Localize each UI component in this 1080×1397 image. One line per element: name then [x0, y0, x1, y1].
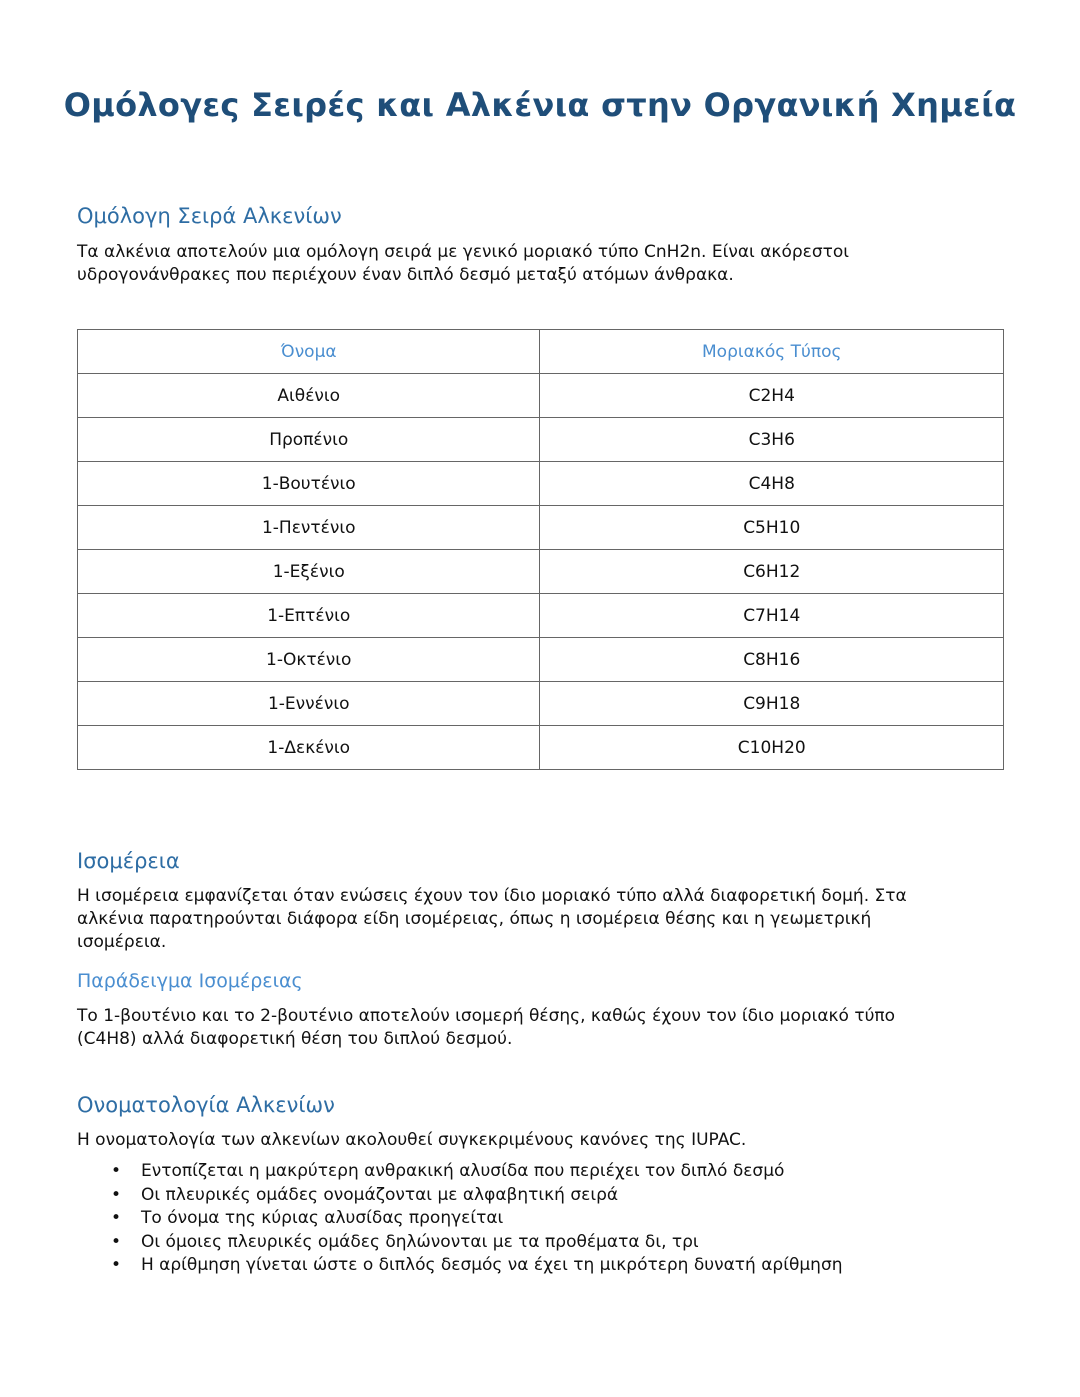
molecular-formula-cell: C9H18 — [540, 682, 1004, 726]
alkene-name-cell: Προπένιο — [78, 418, 540, 462]
subheading-isomerism-example: Παράδειγμα Ισομέρειας — [77, 970, 303, 992]
paragraph-line: ισομέρεια. — [77, 932, 167, 952]
molecular-formula-cell: C7H14 — [540, 594, 1004, 638]
homologous-series-paragraph — [77, 241, 997, 287]
list-item — [77, 1160, 843, 1184]
nomenclature-rules-list — [77, 1160, 843, 1278]
paragraph-line: υδρογονάνθρακες που περιέχουν έναν διπλό δεσμό μεταξύ ατόμων άνθρακα. — [77, 265, 734, 285]
table-row — [78, 462, 1004, 506]
isomerism-paragraph — [77, 885, 997, 954]
table-row — [78, 550, 1004, 594]
alkenes-table — [77, 329, 1004, 770]
paragraph-line: Το 1-βουτένιο και το 2-βουτένιο αποτελούν ισομερή θέσης, καθώς έχουν τον ίδιο μοριακό τύπο — [77, 1006, 896, 1026]
molecular-formula-cell: C10H20 — [540, 726, 1004, 770]
alkene-name-cell: 1-Εξένιο — [78, 550, 540, 594]
table-row — [78, 506, 1004, 550]
isomerism-example-paragraph — [77, 1005, 997, 1051]
list-item-text: Οι πλευρικές ομάδες ονομάζονται με αλφαβητική σειρά — [141, 1184, 619, 1205]
alkene-name-cell: 1-Πεντένιο — [78, 506, 540, 550]
nomenclature-intro: Η ονοματολογία των αλκενίων ακολουθεί συγκεκριμένους κανόνες της IUPAC. — [77, 1130, 747, 1150]
bullet-icon: • — [111, 1208, 122, 1228]
molecular-formula-cell: C6H12 — [540, 550, 1004, 594]
list-item-text: Το όνομα της κύριας αλυσίδας προηγείται — [141, 1208, 504, 1228]
bullet-icon: • — [111, 1161, 122, 1181]
paragraph-line: αλκένια παρατηρούνται διάφορα είδη ισομέρειας, όπως η ισομέρεια θέσης και η γεωμετρική — [77, 909, 872, 929]
table-row — [78, 682, 1004, 726]
table-header-row — [78, 330, 1004, 374]
table-row — [78, 418, 1004, 462]
table-row — [78, 726, 1004, 770]
molecular-formula-cell: C5H10 — [540, 506, 1004, 550]
list-item-text: Η αρίθμηση γίνεται ώστε ο διπλός δεσμός να έχει τη μικρότερη δυνατή αρίθμηση — [141, 1255, 843, 1275]
paragraph-line: Η ισομέρεια εμφανίζεται όταν ενώσεις έχουν τον ίδιο μοριακό τύπο αλλά διαφορετική δομή. Στα — [77, 886, 907, 906]
alkene-name-cell: 1-Επτένιο — [78, 594, 540, 638]
section-heading-homologous-series: Ομόλογη Σειρά Αλκενίων — [77, 204, 342, 228]
list-item — [77, 1207, 843, 1231]
paragraph-line: Τα αλκένια αποτελούν μια ομόλογη σειρά με γενικό μοριακό τύπο CnH2n. Είναι ακόρεστοι — [77, 242, 849, 262]
column-header-formula: Μοριακός Τύπος — [540, 330, 1004, 374]
list-item-text: Οι όμοιες πλευρικές ομάδες δηλώνονται με τα προθέματα δι, τρι — [141, 1231, 699, 1252]
section-heading-isomerism: Ισομέρεια — [77, 849, 180, 873]
bullet-icon: • — [111, 1231, 122, 1252]
table-row — [78, 638, 1004, 682]
alkene-name-cell: Αιθένιο — [78, 374, 540, 418]
molecular-formula-cell: C2H4 — [540, 374, 1004, 418]
molecular-formula-cell: C3H6 — [540, 418, 1004, 462]
paragraph-line: (C4H8) αλλά διαφορετική θέση του διπλού δεσμού. — [77, 1029, 513, 1049]
list-item — [77, 1231, 843, 1255]
alkene-name-cell: 1-Βουτένιο — [78, 462, 540, 506]
section-heading-nomenclature: Ονοματολογία Αλκενίων — [77, 1093, 335, 1117]
column-header-name: Όνομα — [78, 330, 540, 374]
bullet-icon: • — [111, 1255, 122, 1275]
list-item-text: Εντοπίζεται η μακρύτερη ανθρακική αλυσίδα που περιέχει τον διπλό δεσμό — [141, 1161, 785, 1181]
molecular-formula-cell: C8H16 — [540, 638, 1004, 682]
table-row — [78, 374, 1004, 418]
page-title: Ομόλογες Σειρές και Αλκένια στην Οργανική Χημεία — [63, 86, 1017, 124]
table-row — [78, 594, 1004, 638]
bullet-icon: • — [111, 1184, 122, 1205]
list-item — [77, 1184, 843, 1208]
molecular-formula-cell: C4H8 — [540, 462, 1004, 506]
alkene-name-cell: 1-Οκτένιο — [78, 638, 540, 682]
list-item — [77, 1254, 843, 1278]
alkene-name-cell: 1-Εννένιο — [78, 682, 540, 726]
alkene-name-cell: 1-Δεκένιο — [78, 726, 540, 770]
